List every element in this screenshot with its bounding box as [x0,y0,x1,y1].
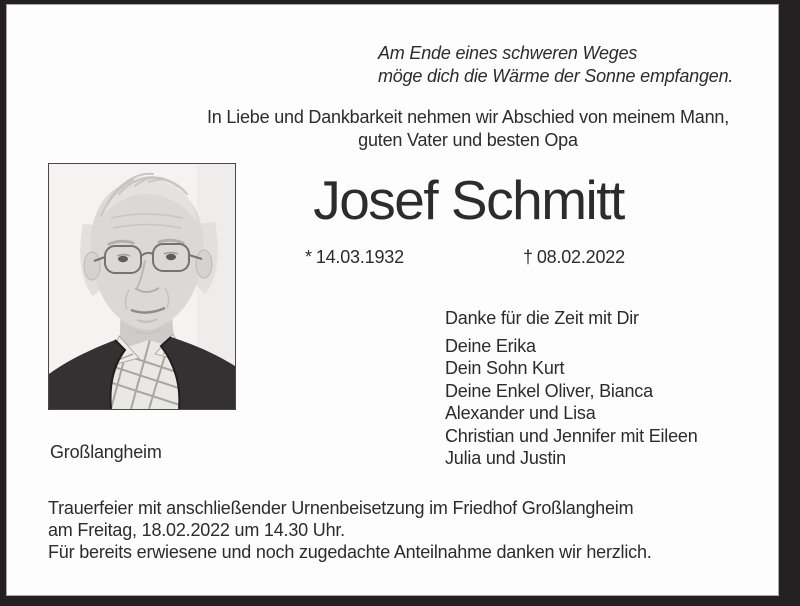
portrait-illustration [49,164,235,409]
funeral-line-1: Trauerfeier mit anschließender Urnenbeisetzung im Friedhof Großlangheim [48,498,634,518]
intro-line-1: In Liebe und Dankbarkeit nehmen wir Abschied von meinem Mann, [206,107,730,127]
birth-star-symbol: * [305,247,312,267]
farewell-intro [158,106,778,152]
memorial-verse [378,42,733,88]
funeral-info [48,497,652,563]
mourner-line: Deine Enkel Oliver, Bianca [445,380,653,401]
place-name: Großlangheim [50,442,162,462]
thanks-heading: Danke für die Zeit mit Dir [445,308,639,328]
birth-date [305,246,404,268]
family-thanks-block [445,307,698,470]
mourner-line: Dein Sohn Kurt [445,358,565,378]
mourner-line: Julia und Justin [445,448,566,468]
mourner-line: Deine Erika [445,335,536,356]
verse-line-2: möge dich die Wärme der Sonne empfangen. [378,66,734,86]
portrait-photo [48,163,236,410]
verse-line-1: Am Ende eines schweren Weges [378,43,638,63]
deceased-name: Josef Schmitt [313,169,624,231]
mourner-line: Alexander und Lisa [445,403,596,423]
birth-date-value: 14.03.1932 [315,247,404,267]
funeral-line-3: Für bereits erwiesene und noch zugedachte Anteilnahme danken wir herzlich. [48,542,652,562]
death-cross-symbol: † [523,247,533,267]
funeral-line-2: am Freitag, 18.02.2022 um 14.30 Uhr. [48,520,345,540]
death-date [523,246,625,268]
intro-line-2: guten Vater und besten Opa [358,130,578,150]
death-date-value: 08.02.2022 [536,247,625,267]
mourner-line: Christian und Jennifer mit Eileen [445,425,698,446]
